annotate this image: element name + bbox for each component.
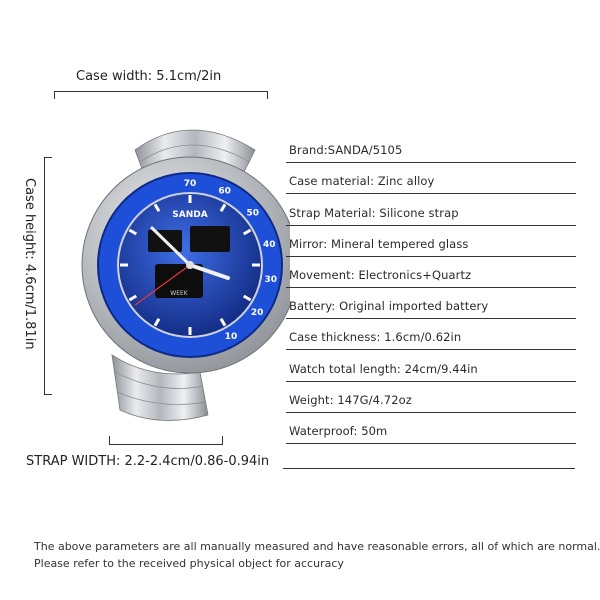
spec-row bbox=[286, 319, 576, 350]
spec-text: Waterproof: 50m bbox=[289, 423, 388, 438]
lcd-window-right bbox=[190, 226, 230, 252]
bezel-number: 50 bbox=[246, 208, 260, 219]
spec-text: Strap Material: Silicone strap bbox=[289, 205, 459, 220]
case-width-label: Case width: 5.1cm/2in bbox=[76, 69, 222, 84]
strap-width-line bbox=[109, 444, 223, 445]
dial-brand: SANDA bbox=[172, 210, 208, 220]
strap-width-tick-right bbox=[222, 436, 223, 444]
bezel-number: 30 bbox=[264, 275, 278, 286]
bezel-number: 10 bbox=[224, 332, 238, 343]
spec-text: Weight: 147G/4.72oz bbox=[289, 392, 412, 407]
case-height-label: Case height: 4.6cm/1.81in bbox=[22, 178, 37, 350]
bezel-number: 60 bbox=[218, 186, 231, 197]
bezel-number: 70 bbox=[183, 179, 197, 189]
spec-row bbox=[286, 163, 576, 194]
spec-row bbox=[286, 194, 576, 225]
spec-row bbox=[286, 350, 576, 381]
spec-row bbox=[286, 413, 576, 444]
spec-text: Movement: Electronics+Quartz bbox=[289, 267, 472, 282]
strap-width-label: STRAP WIDTH: 2.2-2.4cm/0.86-0.94in bbox=[26, 454, 270, 469]
strap-width-underline bbox=[283, 468, 575, 469]
disclaimer-line-2: Please refer to the received physical object for accuracy bbox=[34, 557, 344, 570]
spec-text: Battery: Original imported battery bbox=[289, 299, 489, 314]
watch-image bbox=[40, 110, 290, 450]
week-label: WEEK bbox=[170, 290, 188, 297]
spec-row bbox=[286, 132, 576, 163]
case-width-tick-left bbox=[54, 91, 55, 99]
spec-text: Case material: Zinc alloy bbox=[289, 174, 435, 189]
spec-text: Mirror: Mineral tempered glass bbox=[289, 236, 469, 251]
case-width-tick-right bbox=[267, 91, 268, 99]
disclaimer-line-1: The above parameters are all manually measured and have reasonable errors, all of which are normal. bbox=[34, 540, 600, 553]
spec-text: Watch total length: 24cm/9.44in bbox=[289, 361, 478, 376]
strap-width-tick-left bbox=[109, 436, 110, 444]
case-width-line bbox=[54, 91, 268, 92]
hand-pivot bbox=[186, 261, 194, 269]
spec-row bbox=[286, 226, 576, 257]
bezel-number: 20 bbox=[250, 308, 264, 319]
spec-row bbox=[286, 382, 576, 413]
bezel-number: 40 bbox=[262, 239, 276, 250]
spec-row bbox=[286, 257, 576, 288]
spec-text: Brand:SANDA/5105 bbox=[289, 143, 403, 158]
spec-text: Case thickness: 1.6cm/0.62in bbox=[289, 330, 462, 345]
spec-row bbox=[286, 288, 576, 319]
spec-list bbox=[286, 132, 576, 444]
